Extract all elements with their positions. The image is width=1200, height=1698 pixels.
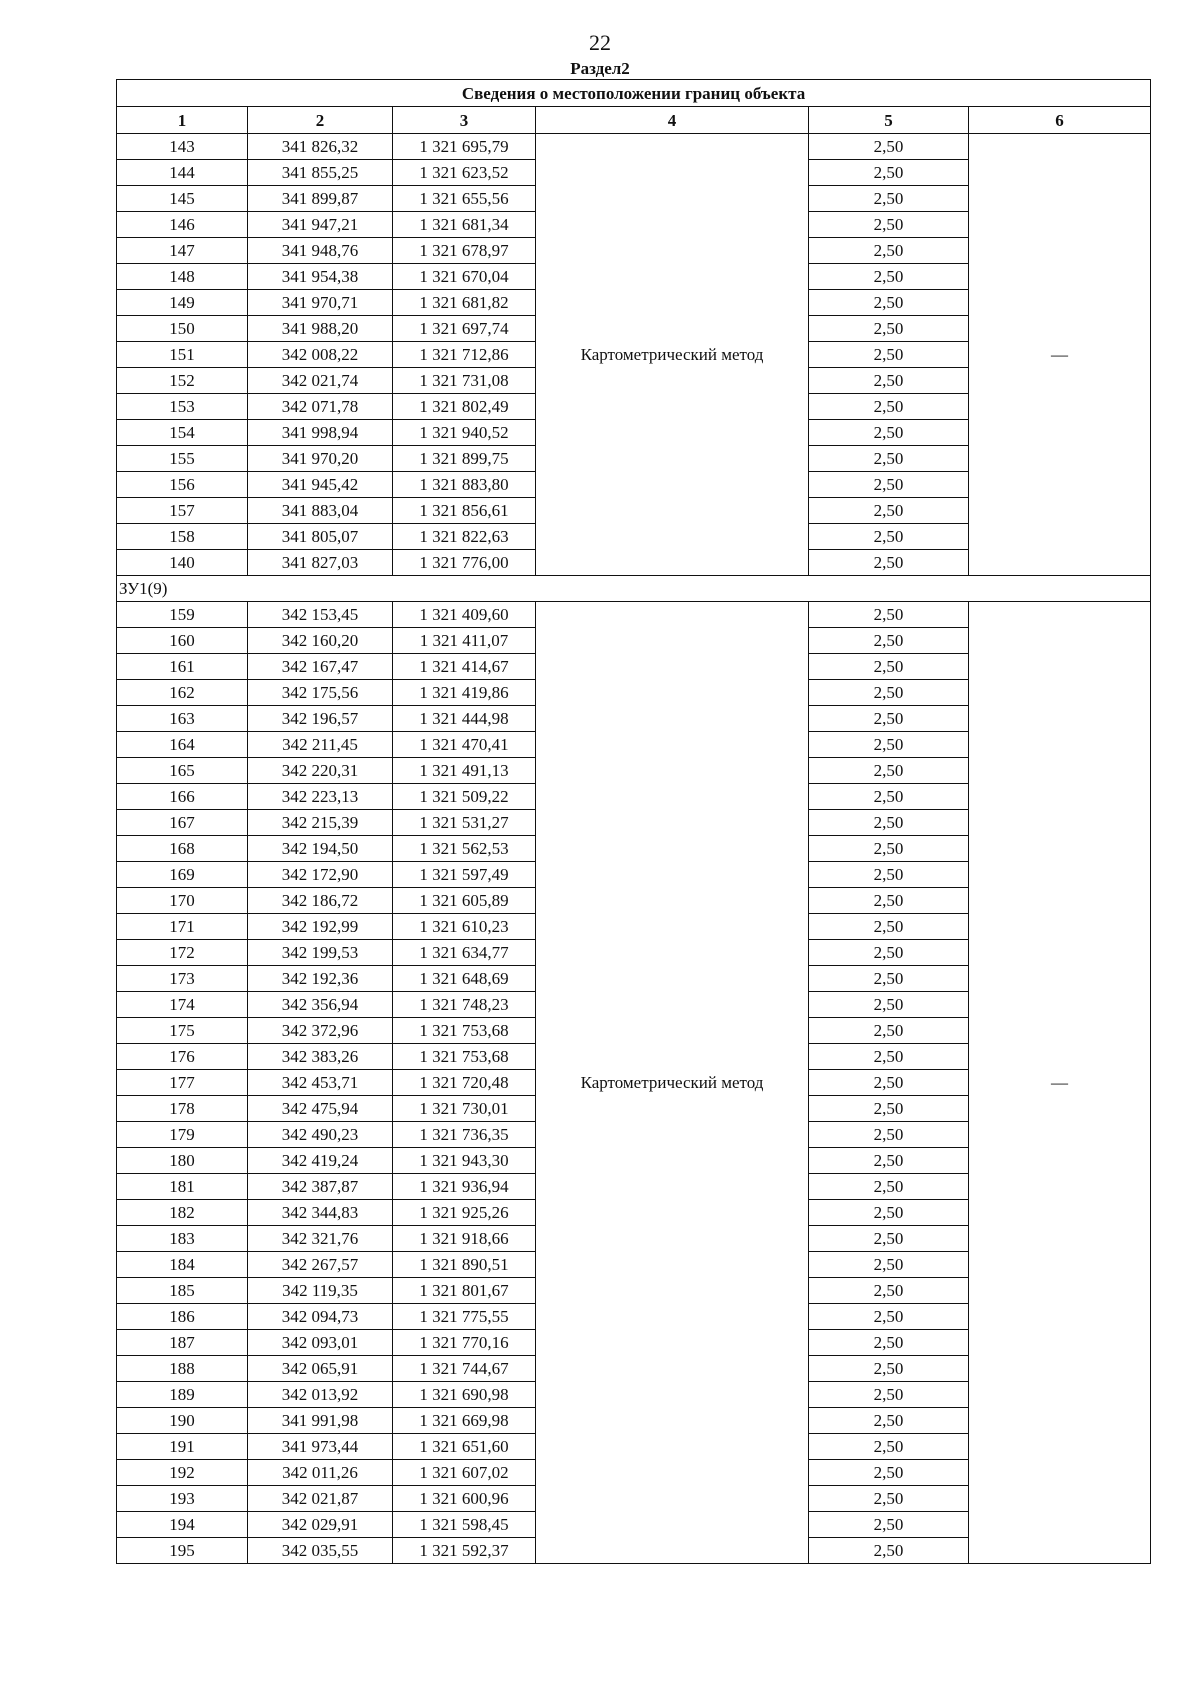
accuracy-cell: 2,50: [809, 1408, 969, 1434]
x-coordinate-cell: 342 220,31: [248, 758, 393, 784]
x-coordinate-cell: 342 119,35: [248, 1278, 393, 1304]
point-number-cell: 192: [117, 1460, 248, 1486]
point-number-cell: 184: [117, 1252, 248, 1278]
x-coordinate-cell: 342 160,20: [248, 628, 393, 654]
accuracy-cell: 2,50: [809, 836, 969, 862]
point-number-cell: 187: [117, 1330, 248, 1356]
point-number-cell: 172: [117, 940, 248, 966]
point-number-cell: 174: [117, 992, 248, 1018]
x-coordinate-cell: 342 008,22: [248, 342, 393, 368]
x-coordinate-cell: 342 215,39: [248, 810, 393, 836]
x-coordinate-cell: 342 387,87: [248, 1174, 393, 1200]
x-coordinate-cell: 342 153,45: [248, 602, 393, 628]
y-coordinate-cell: 1 321 940,52: [393, 420, 536, 446]
point-number-cell: 176: [117, 1044, 248, 1070]
y-coordinate-cell: 1 321 605,89: [393, 888, 536, 914]
x-coordinate-cell: 342 267,57: [248, 1252, 393, 1278]
x-coordinate-cell: 341 826,32: [248, 134, 393, 160]
point-number-cell: 143: [117, 134, 248, 160]
point-number-cell: 193: [117, 1486, 248, 1512]
y-coordinate-cell: 1 321 610,23: [393, 914, 536, 940]
accuracy-cell: 2,50: [809, 1278, 969, 1304]
column-number-4: 4: [536, 107, 809, 134]
accuracy-cell: 2,50: [809, 1200, 969, 1226]
x-coordinate-cell: 342 167,47: [248, 654, 393, 680]
point-number-cell: 140: [117, 550, 248, 576]
y-coordinate-cell: 1 321 720,48: [393, 1070, 536, 1096]
x-coordinate-cell: 342 192,99: [248, 914, 393, 940]
y-coordinate-cell: 1 321 925,26: [393, 1200, 536, 1226]
accuracy-cell: 2,50: [809, 1512, 969, 1538]
accuracy-cell: 2,50: [809, 1226, 969, 1252]
boundary-table: [116, 79, 1151, 1564]
point-number-cell: 166: [117, 784, 248, 810]
accuracy-cell: 2,50: [809, 862, 969, 888]
point-number-cell: 195: [117, 1538, 248, 1564]
y-coordinate-cell: 1 321 744,67: [393, 1356, 536, 1382]
table-caption: Сведения о местоположении границ объекта: [117, 80, 1151, 107]
y-coordinate-cell: 1 321 414,67: [393, 654, 536, 680]
x-coordinate-cell: 342 071,78: [248, 394, 393, 420]
y-coordinate-cell: 1 321 731,08: [393, 368, 536, 394]
y-coordinate-cell: 1 321 712,86: [393, 342, 536, 368]
y-coordinate-cell: 1 321 730,01: [393, 1096, 536, 1122]
y-coordinate-cell: 1 321 623,52: [393, 160, 536, 186]
accuracy-cell: 2,50: [809, 966, 969, 992]
point-number-cell: 149: [117, 290, 248, 316]
column-number-5: 5: [809, 107, 969, 134]
group-label-row: [117, 576, 1151, 602]
accuracy-cell: 2,50: [809, 472, 969, 498]
accuracy-cell: 2,50: [809, 992, 969, 1018]
table-caption-row: [117, 80, 1151, 107]
point-number-cell: 182: [117, 1200, 248, 1226]
accuracy-cell: 2,50: [809, 1070, 969, 1096]
accuracy-cell: 2,50: [809, 1460, 969, 1486]
x-coordinate-cell: 342 194,50: [248, 836, 393, 862]
table-body: [117, 134, 1151, 1564]
y-coordinate-cell: 1 321 607,02: [393, 1460, 536, 1486]
x-coordinate-cell: 342 021,87: [248, 1486, 393, 1512]
point-number-cell: 162: [117, 680, 248, 706]
accuracy-cell: 2,50: [809, 940, 969, 966]
accuracy-cell: 2,50: [809, 212, 969, 238]
accuracy-cell: 2,50: [809, 290, 969, 316]
y-coordinate-cell: 1 321 753,68: [393, 1018, 536, 1044]
accuracy-cell: 2,50: [809, 1018, 969, 1044]
y-coordinate-cell: 1 321 655,56: [393, 186, 536, 212]
y-coordinate-cell: 1 321 600,96: [393, 1486, 536, 1512]
y-coordinate-cell: 1 321 822,63: [393, 524, 536, 550]
point-number-cell: 151: [117, 342, 248, 368]
accuracy-cell: 2,50: [809, 1486, 969, 1512]
y-coordinate-cell: 1 321 883,80: [393, 472, 536, 498]
accuracy-cell: 2,50: [809, 628, 969, 654]
accuracy-cell: 2,50: [809, 1434, 969, 1460]
y-coordinate-cell: 1 321 597,49: [393, 862, 536, 888]
accuracy-cell: 2,50: [809, 394, 969, 420]
x-coordinate-cell: 341 954,38: [248, 264, 393, 290]
x-coordinate-cell: 342 011,26: [248, 1460, 393, 1486]
x-coordinate-cell: 342 199,53: [248, 940, 393, 966]
accuracy-cell: 2,50: [809, 524, 969, 550]
point-number-cell: 170: [117, 888, 248, 914]
x-coordinate-cell: 342 035,55: [248, 1538, 393, 1564]
point-number-cell: 178: [117, 1096, 248, 1122]
column-number-1: 1: [117, 107, 248, 134]
x-coordinate-cell: 342 172,90: [248, 862, 393, 888]
accuracy-cell: 2,50: [809, 368, 969, 394]
x-coordinate-cell: 342 029,91: [248, 1512, 393, 1538]
y-coordinate-cell: 1 321 648,69: [393, 966, 536, 992]
y-coordinate-cell: 1 321 509,22: [393, 784, 536, 810]
point-number-cell: 181: [117, 1174, 248, 1200]
method-cell: Картометрический метод: [536, 602, 809, 1564]
x-coordinate-cell: 341 948,76: [248, 238, 393, 264]
x-coordinate-cell: 342 419,24: [248, 1148, 393, 1174]
accuracy-cell: 2,50: [809, 342, 969, 368]
point-number-cell: 175: [117, 1018, 248, 1044]
x-coordinate-cell: 342 196,57: [248, 706, 393, 732]
accuracy-cell: 2,50: [809, 602, 969, 628]
point-number-cell: 150: [117, 316, 248, 342]
column-6-cell: —: [969, 134, 1151, 576]
x-coordinate-cell: 342 453,71: [248, 1070, 393, 1096]
point-number-cell: 153: [117, 394, 248, 420]
y-coordinate-cell: 1 321 936,94: [393, 1174, 536, 1200]
x-coordinate-cell: 341 973,44: [248, 1434, 393, 1460]
accuracy-cell: 2,50: [809, 160, 969, 186]
accuracy-cell: 2,50: [809, 186, 969, 212]
y-coordinate-cell: 1 321 695,79: [393, 134, 536, 160]
table-row: [117, 134, 1151, 160]
x-coordinate-cell: 342 223,13: [248, 784, 393, 810]
point-number-cell: 167: [117, 810, 248, 836]
point-number-cell: 161: [117, 654, 248, 680]
point-number-cell: 160: [117, 628, 248, 654]
y-coordinate-cell: 1 321 409,60: [393, 602, 536, 628]
x-coordinate-cell: 341 988,20: [248, 316, 393, 342]
column-number-3: 3: [393, 107, 536, 134]
x-coordinate-cell: 342 175,56: [248, 680, 393, 706]
x-coordinate-cell: 342 383,26: [248, 1044, 393, 1070]
x-coordinate-cell: 341 945,42: [248, 472, 393, 498]
point-number-cell: 189: [117, 1382, 248, 1408]
accuracy-cell: 2,50: [809, 134, 969, 160]
point-number-cell: 191: [117, 1434, 248, 1460]
accuracy-cell: 2,50: [809, 1174, 969, 1200]
accuracy-cell: 2,50: [809, 706, 969, 732]
y-coordinate-cell: 1 321 670,04: [393, 264, 536, 290]
page-number: 22: [589, 30, 611, 55]
x-coordinate-cell: 341 899,87: [248, 186, 393, 212]
group-label: ЗУ1(9): [117, 576, 1151, 602]
accuracy-cell: 2,50: [809, 498, 969, 524]
table-row: [117, 602, 1151, 628]
accuracy-cell: 2,50: [809, 1252, 969, 1278]
point-number-cell: 165: [117, 758, 248, 784]
x-coordinate-cell: 341 947,21: [248, 212, 393, 238]
x-coordinate-cell: 342 344,83: [248, 1200, 393, 1226]
x-coordinate-cell: 342 186,72: [248, 888, 393, 914]
point-number-cell: 159: [117, 602, 248, 628]
accuracy-cell: 2,50: [809, 888, 969, 914]
accuracy-cell: 2,50: [809, 914, 969, 940]
accuracy-cell: 2,50: [809, 1382, 969, 1408]
y-coordinate-cell: 1 321 470,41: [393, 732, 536, 758]
accuracy-cell: 2,50: [809, 1148, 969, 1174]
y-coordinate-cell: 1 321 669,98: [393, 1408, 536, 1434]
accuracy-cell: 2,50: [809, 810, 969, 836]
point-number-cell: 180: [117, 1148, 248, 1174]
column-number-row: [117, 107, 1151, 134]
y-coordinate-cell: 1 321 748,23: [393, 992, 536, 1018]
accuracy-cell: 2,50: [809, 680, 969, 706]
x-coordinate-cell: 342 021,74: [248, 368, 393, 394]
accuracy-cell: 2,50: [809, 758, 969, 784]
point-number-cell: 164: [117, 732, 248, 758]
point-number-cell: 190: [117, 1408, 248, 1434]
point-number-cell: 188: [117, 1356, 248, 1382]
point-number-cell: 177: [117, 1070, 248, 1096]
accuracy-cell: 2,50: [809, 238, 969, 264]
y-coordinate-cell: 1 321 753,68: [393, 1044, 536, 1070]
x-coordinate-cell: 342 093,01: [248, 1330, 393, 1356]
accuracy-cell: 2,50: [809, 264, 969, 290]
accuracy-cell: 2,50: [809, 420, 969, 446]
column-number-2: 2: [248, 107, 393, 134]
column-6-cell: —: [969, 602, 1151, 1564]
accuracy-cell: 2,50: [809, 732, 969, 758]
y-coordinate-cell: 1 321 899,75: [393, 446, 536, 472]
x-coordinate-cell: 342 356,94: [248, 992, 393, 1018]
point-number-cell: 169: [117, 862, 248, 888]
y-coordinate-cell: 1 321 411,07: [393, 628, 536, 654]
y-coordinate-cell: 1 321 531,27: [393, 810, 536, 836]
x-coordinate-cell: 342 013,92: [248, 1382, 393, 1408]
y-coordinate-cell: 1 321 890,51: [393, 1252, 536, 1278]
y-coordinate-cell: 1 321 592,37: [393, 1538, 536, 1564]
y-coordinate-cell: 1 321 634,77: [393, 940, 536, 966]
point-number-cell: 152: [117, 368, 248, 394]
y-coordinate-cell: 1 321 770,16: [393, 1330, 536, 1356]
y-coordinate-cell: 1 321 444,98: [393, 706, 536, 732]
y-coordinate-cell: 1 321 856,61: [393, 498, 536, 524]
accuracy-cell: 2,50: [809, 1330, 969, 1356]
y-coordinate-cell: 1 321 419,86: [393, 680, 536, 706]
accuracy-cell: 2,50: [809, 1122, 969, 1148]
x-coordinate-cell: 341 970,71: [248, 290, 393, 316]
point-number-cell: 155: [117, 446, 248, 472]
point-number-cell: 146: [117, 212, 248, 238]
accuracy-cell: 2,50: [809, 446, 969, 472]
y-coordinate-cell: 1 321 562,53: [393, 836, 536, 862]
accuracy-cell: 2,50: [809, 1538, 969, 1564]
accuracy-cell: 2,50: [809, 784, 969, 810]
accuracy-cell: 2,50: [809, 316, 969, 342]
accuracy-cell: 2,50: [809, 1356, 969, 1382]
section-label: Раздел2: [570, 59, 630, 78]
point-number-cell: 148: [117, 264, 248, 290]
point-number-cell: 173: [117, 966, 248, 992]
x-coordinate-cell: 342 211,45: [248, 732, 393, 758]
y-coordinate-cell: 1 321 651,60: [393, 1434, 536, 1460]
y-coordinate-cell: 1 321 775,55: [393, 1304, 536, 1330]
accuracy-cell: 2,50: [809, 550, 969, 576]
point-number-cell: 194: [117, 1512, 248, 1538]
accuracy-cell: 2,50: [809, 654, 969, 680]
x-coordinate-cell: 341 855,25: [248, 160, 393, 186]
method-cell: Картометрический метод: [536, 134, 809, 576]
column-number-6: 6: [969, 107, 1151, 134]
x-coordinate-cell: 342 475,94: [248, 1096, 393, 1122]
point-number-cell: 147: [117, 238, 248, 264]
accuracy-cell: 2,50: [809, 1044, 969, 1070]
point-number-cell: 185: [117, 1278, 248, 1304]
y-coordinate-cell: 1 321 681,82: [393, 290, 536, 316]
x-coordinate-cell: 341 827,03: [248, 550, 393, 576]
point-number-cell: 157: [117, 498, 248, 524]
point-number-cell: 158: [117, 524, 248, 550]
y-coordinate-cell: 1 321 802,49: [393, 394, 536, 420]
point-number-cell: 168: [117, 836, 248, 862]
accuracy-cell: 2,50: [809, 1304, 969, 1330]
y-coordinate-cell: 1 321 697,74: [393, 316, 536, 342]
y-coordinate-cell: 1 321 598,45: [393, 1512, 536, 1538]
y-coordinate-cell: 1 321 690,98: [393, 1382, 536, 1408]
x-coordinate-cell: 342 321,76: [248, 1226, 393, 1252]
x-coordinate-cell: 341 970,20: [248, 446, 393, 472]
x-coordinate-cell: 342 490,23: [248, 1122, 393, 1148]
y-coordinate-cell: 1 321 491,13: [393, 758, 536, 784]
y-coordinate-cell: 1 321 678,97: [393, 238, 536, 264]
y-coordinate-cell: 1 321 736,35: [393, 1122, 536, 1148]
x-coordinate-cell: 341 998,94: [248, 420, 393, 446]
x-coordinate-cell: 342 192,36: [248, 966, 393, 992]
point-number-cell: 156: [117, 472, 248, 498]
accuracy-cell: 2,50: [809, 1096, 969, 1122]
y-coordinate-cell: 1 321 801,67: [393, 1278, 536, 1304]
x-coordinate-cell: 342 372,96: [248, 1018, 393, 1044]
point-number-cell: 186: [117, 1304, 248, 1330]
y-coordinate-cell: 1 321 776,00: [393, 550, 536, 576]
point-number-cell: 179: [117, 1122, 248, 1148]
point-number-cell: 154: [117, 420, 248, 446]
y-coordinate-cell: 1 321 918,66: [393, 1226, 536, 1252]
x-coordinate-cell: 341 805,07: [248, 524, 393, 550]
x-coordinate-cell: 341 883,04: [248, 498, 393, 524]
point-number-cell: 183: [117, 1226, 248, 1252]
point-number-cell: 144: [117, 160, 248, 186]
x-coordinate-cell: 342 094,73: [248, 1304, 393, 1330]
x-coordinate-cell: 342 065,91: [248, 1356, 393, 1382]
point-number-cell: 171: [117, 914, 248, 940]
y-coordinate-cell: 1 321 943,30: [393, 1148, 536, 1174]
point-number-cell: 145: [117, 186, 248, 212]
y-coordinate-cell: 1 321 681,34: [393, 212, 536, 238]
point-number-cell: 163: [117, 706, 248, 732]
x-coordinate-cell: 341 991,98: [248, 1408, 393, 1434]
